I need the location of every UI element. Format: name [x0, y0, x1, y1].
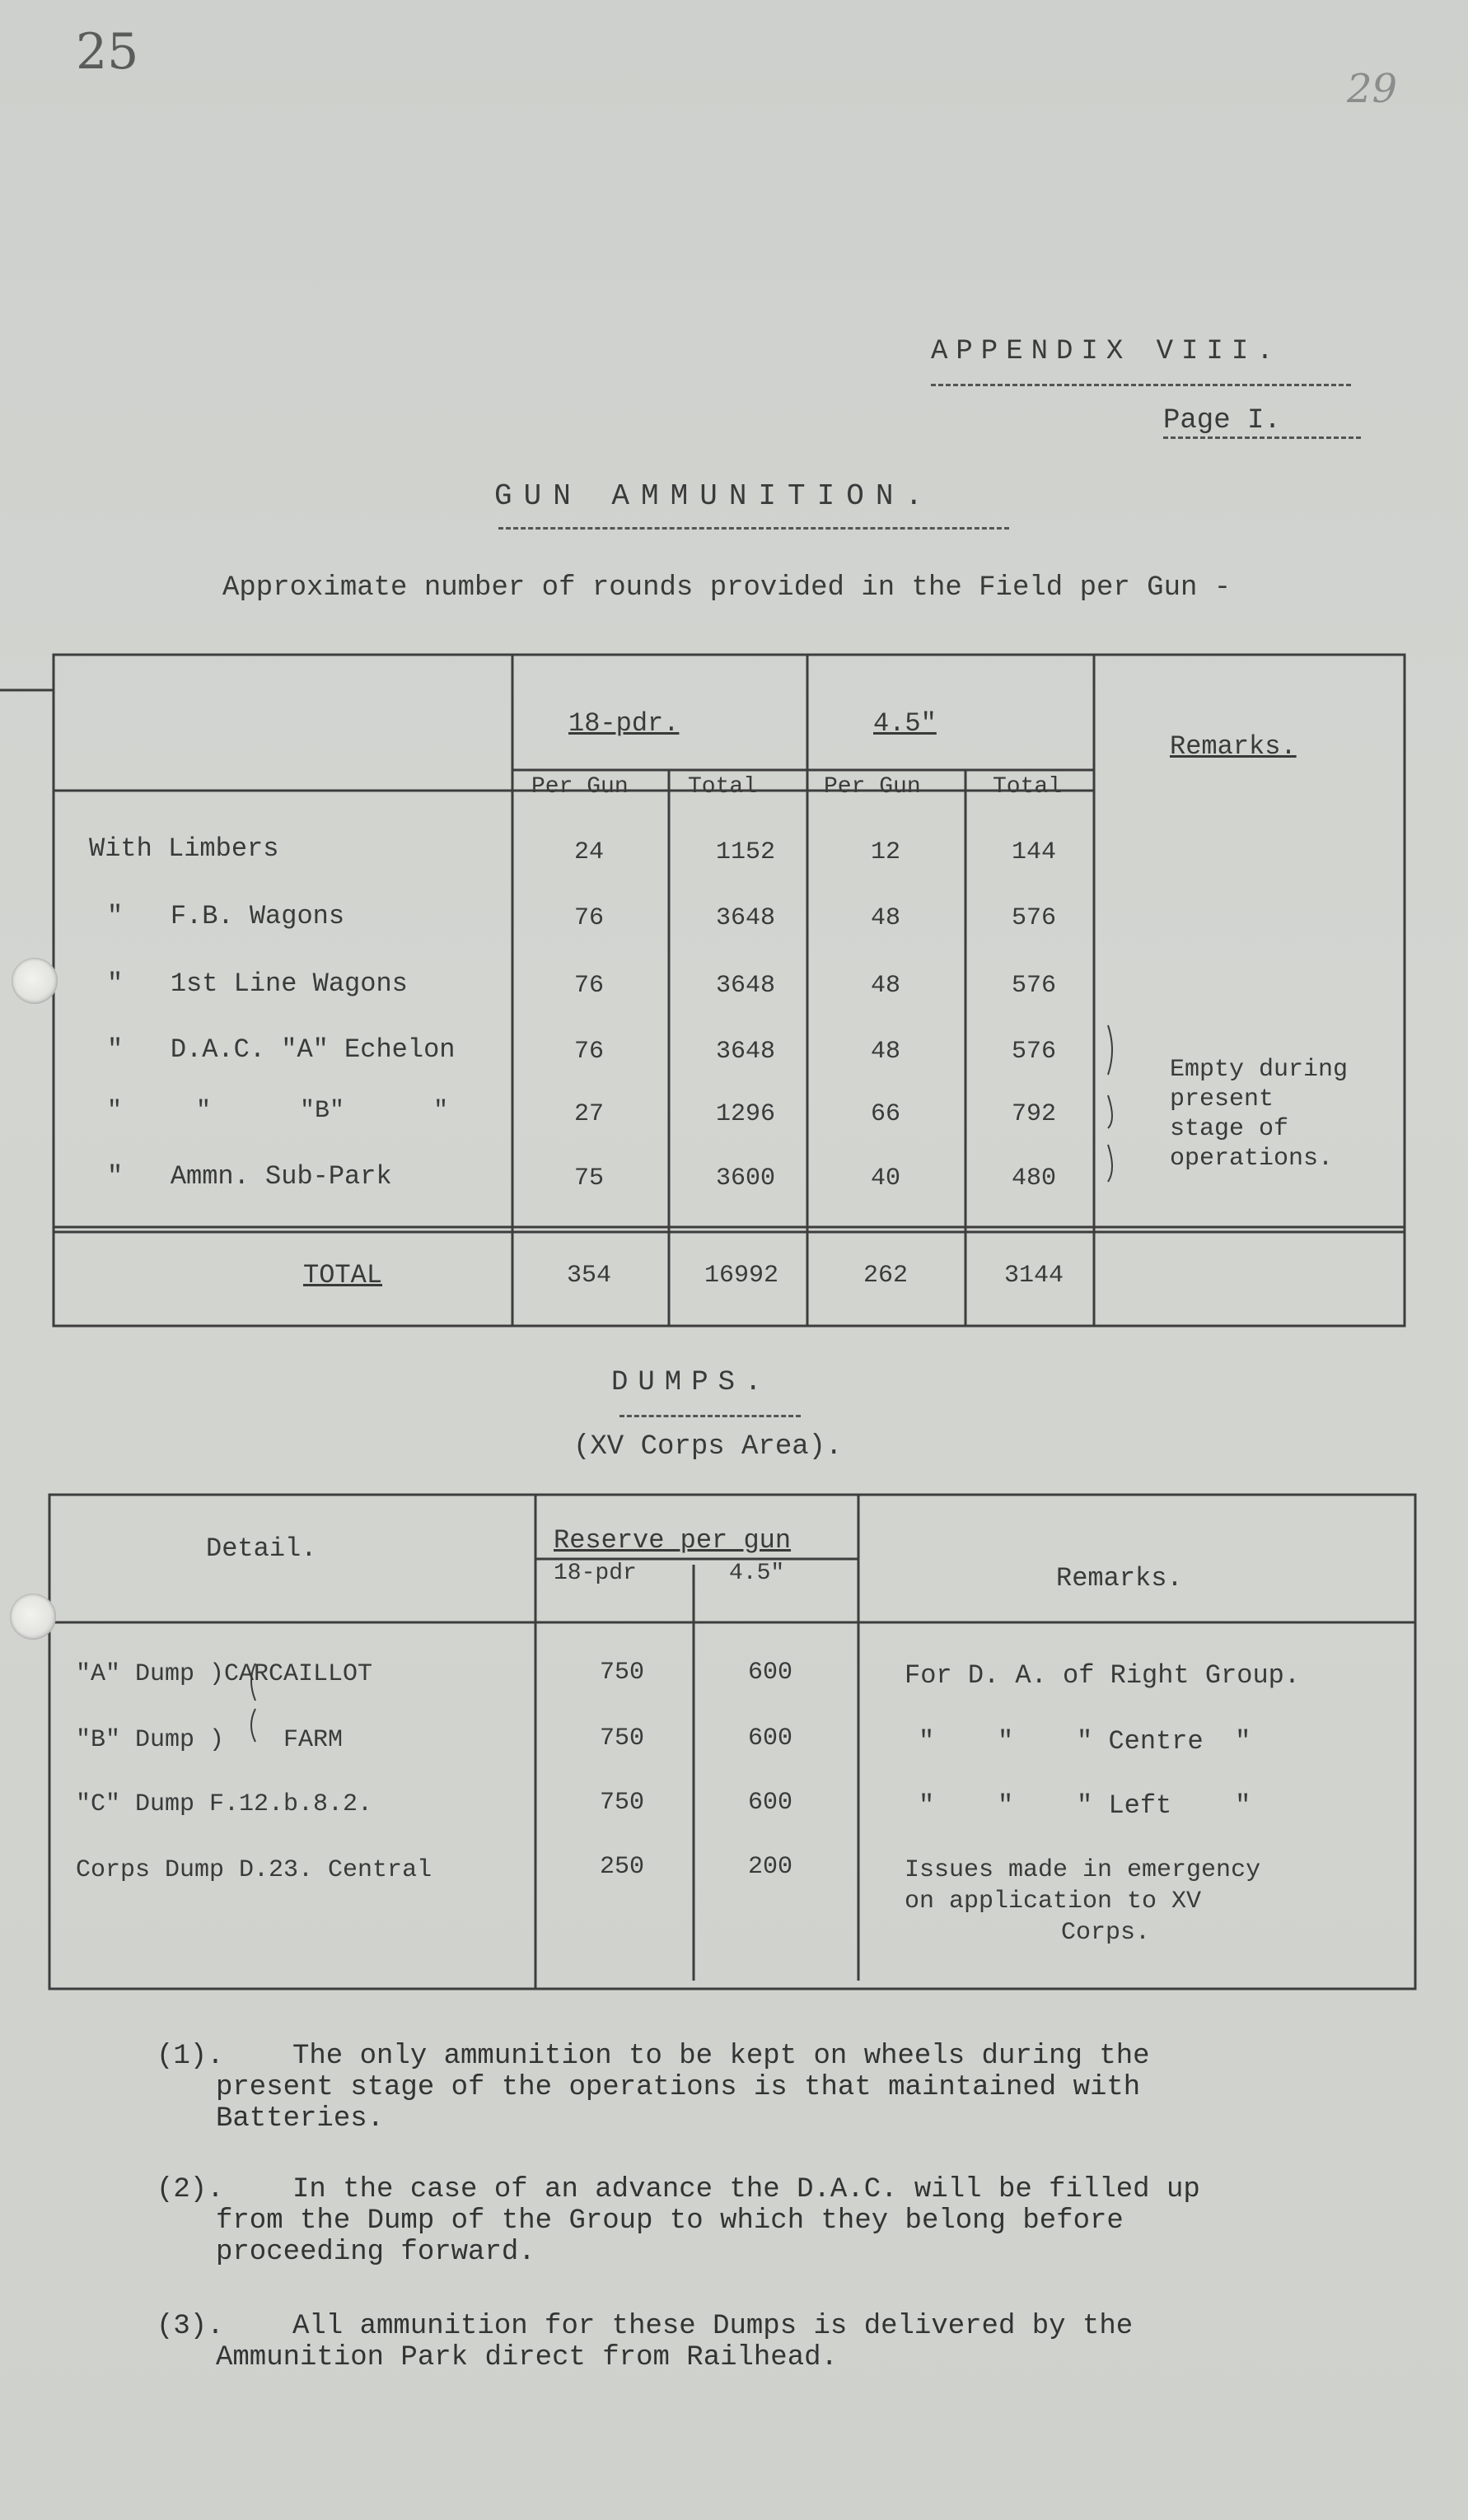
remarks-line: stage of — [1170, 1115, 1289, 1143]
dump-detail: "A" Dump )CARCAILLOT — [76, 1660, 373, 1688]
cell-4-5-per-gun: 48 — [870, 1038, 900, 1066]
row-label: " 1st Line Wagons — [107, 968, 408, 999]
row-label: " F.B. Wagons — [107, 901, 345, 931]
note-line: present stage of the operations is that maintained with — [216, 2072, 1141, 2103]
note-number: (1). — [157, 2041, 224, 2072]
dump-18pdr: 750 — [599, 1659, 644, 1687]
dumps-underline — [619, 1415, 801, 1417]
dump-detail: Corps Dump D.23. Central — [76, 1856, 432, 1884]
row-label: With Limbers — [89, 833, 279, 864]
punch-hole-bottom — [10, 1594, 56, 1640]
dump-remarks: For D. A. of Right Group. — [905, 1660, 1301, 1691]
total-label: TOTAL — [303, 1260, 383, 1290]
subheader-4-5: 4.5" — [729, 1561, 785, 1586]
dump-remarks: " " " Left " — [919, 1790, 1251, 1821]
note-line: All ammunition for these Dumps is delivered by the — [292, 2311, 1134, 2342]
subheader-per-gun-18pdr: Per Gun — [531, 774, 629, 800]
cell-4-5-total: 144 — [1011, 838, 1056, 866]
note-line: The only ammunition to be kept on wheels during the — [292, 2041, 1150, 2072]
subheader-per-gun-4-5: Per Gun — [824, 774, 921, 800]
dump-detail: "B" Dump ) FARM — [76, 1726, 344, 1754]
cell-18pdr-per-gun: 75 — [573, 1164, 604, 1192]
header-reserve: Reserve per gun — [554, 1525, 792, 1556]
note-line: Batteries. — [216, 2103, 385, 2135]
cell-4-5-per-gun: 40 — [870, 1164, 900, 1192]
dump-18pdr: 750 — [599, 1789, 644, 1817]
cell-18pdr-total: 1296 — [715, 1100, 775, 1128]
cell-4-5-per-gun: 12 — [870, 838, 900, 866]
punch-hole-top — [12, 958, 58, 1004]
cell-4-5-total: 480 — [1011, 1164, 1056, 1192]
total-18pdr: 16992 — [704, 1262, 778, 1290]
dump-remarks: Issues made in emergency — [905, 1856, 1261, 1884]
header-detail: Detail. — [206, 1533, 317, 1564]
total-18pdr-per-gun: 354 — [566, 1262, 611, 1290]
cell-4-5-total: 576 — [1011, 972, 1056, 1000]
dump-18pdr: 750 — [599, 1724, 644, 1752]
cell-4-5-per-gun: 66 — [870, 1100, 900, 1128]
header-remarks: Remarks. — [1056, 1563, 1183, 1594]
cell-18pdr-per-gun: 76 — [573, 972, 604, 1000]
dump-remarks-cont: on application to XV — [905, 1888, 1202, 1916]
note-line: In the case of an advance the D.A.C. will be filled up — [292, 2174, 1200, 2205]
note-number: (2). — [157, 2174, 224, 2205]
remarks-line: operations. — [1170, 1145, 1334, 1173]
cell-4-5-total: 792 — [1011, 1100, 1056, 1128]
total-4-5: 3144 — [1003, 1262, 1064, 1290]
dump-remarks: " " " Centre " — [919, 1726, 1251, 1757]
cell-4-5-per-gun: 48 — [870, 904, 900, 932]
cell-18pdr-per-gun: 24 — [573, 838, 604, 866]
cell-18pdr-total: 1152 — [715, 838, 775, 866]
header-remarks: Remarks. — [1170, 731, 1297, 762]
dump-detail: "C" Dump F.12.b.8.2. — [76, 1790, 373, 1818]
remarks-line: present — [1170, 1085, 1274, 1113]
folio-number-left: 25 — [76, 23, 139, 81]
note-line: Ammunition Park direct from Railhead. — [216, 2342, 838, 2373]
note-line: proceeding forward. — [216, 2237, 535, 2268]
subheader-total-18pdr: Total — [688, 774, 758, 800]
cell-18pdr-total: 3648 — [715, 1038, 775, 1066]
gun-ammunition-subtitle: Approximate number of rounds provided in the Field per Gun - — [222, 572, 1232, 604]
subheader-total-4-5: Total — [993, 774, 1063, 800]
row-label: " D.A.C. "A" Echelon — [107, 1034, 456, 1065]
note-line: from the Dump of the Group to which they belong before — [216, 2205, 1124, 2237]
page-label: Page I. — [1163, 405, 1281, 436]
dump-4-5: 600 — [747, 1789, 792, 1817]
dumps-subtitle: (XV Corps Area). — [573, 1431, 843, 1463]
cell-4-5-per-gun: 48 — [870, 972, 900, 1000]
cell-18pdr-per-gun: 76 — [573, 1038, 604, 1066]
header-18pdr: 18-pdr. — [568, 708, 680, 739]
remarks-line: Empty during — [1170, 1056, 1349, 1084]
cell-18pdr-total: 3600 — [715, 1164, 775, 1192]
cell-18pdr-total: 3648 — [715, 904, 775, 932]
dump-4-5: 600 — [747, 1724, 792, 1752]
cell-18pdr-per-gun: 76 — [573, 904, 604, 932]
dump-18pdr: 250 — [599, 1853, 644, 1881]
appendix-label: APPENDIX VIII. — [931, 336, 1282, 367]
dump-4-5: 200 — [747, 1853, 792, 1881]
dump-4-5: 600 — [747, 1659, 792, 1687]
note-number: (3). — [157, 2311, 224, 2342]
cell-4-5-total: 576 — [1011, 1038, 1056, 1066]
cell-18pdr-per-gun: 27 — [573, 1100, 604, 1128]
row-label: " " "B" " — [107, 1097, 449, 1125]
header-4-5: 4.5" — [873, 708, 937, 739]
row-label: " Ammn. Sub-Park — [107, 1161, 392, 1192]
total-4-5-per-gun: 262 — [863, 1262, 908, 1290]
folio-number-right: 29 — [1347, 66, 1398, 112]
subheader-18pdr: 18-pdr — [554, 1561, 637, 1586]
dumps-title: DUMPS. — [611, 1367, 772, 1398]
cell-4-5-total: 576 — [1011, 904, 1056, 932]
cell-18pdr-total: 3648 — [715, 972, 775, 1000]
gun-ammunition-title: GUN AMMUNITION. — [494, 479, 935, 513]
dump-remarks-cont: Corps. — [1061, 1919, 1151, 1947]
